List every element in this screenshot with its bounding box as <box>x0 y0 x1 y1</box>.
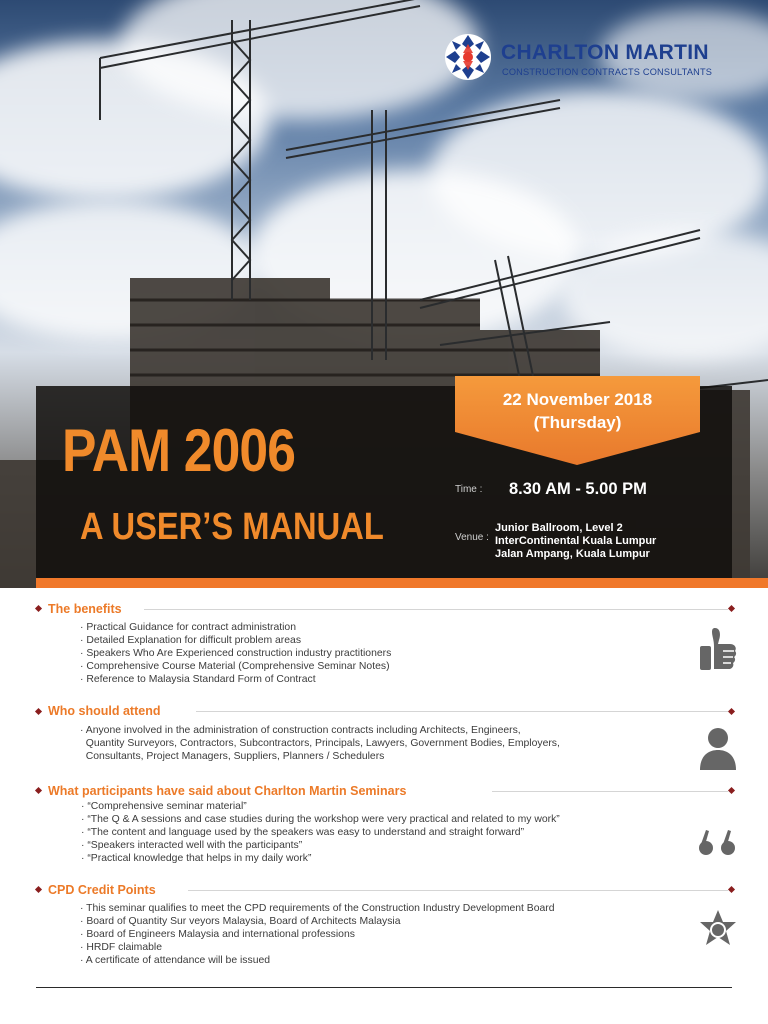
time-label: Time : <box>455 484 483 495</box>
cpd-item: · Board of Engineers Malaysia and international professions <box>80 929 355 940</box>
section-heading-benefits: The benefits <box>48 602 122 616</box>
attendee-item: Quantity Surveyors, Contractors, Subcontractors, Principals, Lawyers, Government Bodies, Employers, <box>80 738 560 749</box>
venue-line: Jalan Ampang, Kuala Lumpur <box>495 548 650 560</box>
section-heading-who-should-attend: Who should attend <box>48 704 161 718</box>
bottom-rule <box>36 987 732 988</box>
section-bullet-diamond <box>728 605 735 612</box>
benefit-item: · Speakers Who Are Experienced construction industry practitioners <box>80 648 392 659</box>
attendee-item: · Anyone involved in the administration of construction contracts including Architects, Engineers, <box>80 725 521 736</box>
section-rule <box>196 711 728 712</box>
section-bullet-diamond <box>35 708 42 715</box>
orange-divider-bar <box>36 578 768 588</box>
benefit-item: · Detailed Explanation for difficult problem areas <box>80 635 302 646</box>
date-badge <box>455 376 700 465</box>
event-title: PAM 2006 <box>62 417 296 484</box>
section-heading-cpd: CPD Credit Points <box>48 883 156 897</box>
logo-tagline: CONSTRUCTION CONTRACTS CONSULTANTS <box>502 67 713 77</box>
section-bullet-diamond <box>728 708 735 715</box>
testimonial-item: · “The Q & A sessions and case studies during the workshop were very practical and related to my work” <box>81 814 560 825</box>
cpd-item: · HRDF claimable <box>80 942 162 953</box>
venue-label: Venue : <box>455 532 489 543</box>
cpd-item: · This seminar qualifies to meet the CPD requirements of the Construction Industry Development Board <box>80 903 555 914</box>
testimonial-item: · “The content and language used by the speakers was easy to understand and straight forward” <box>81 827 525 838</box>
cpd-item: · Board of Quantity Sur veyors Malaysia, Board of Architects Malaysia <box>80 916 401 927</box>
person-icon <box>698 726 738 772</box>
thumbs-up-icon <box>696 626 740 678</box>
event-time: 8.30 AM - 5.00 PM <box>509 480 647 498</box>
cpd-item: · A certificate of attendance will be issued <box>80 955 271 966</box>
event-date: 22 November 2018 <box>502 390 653 409</box>
event-day: (Thursday) <box>533 413 622 432</box>
event-subtitle: A USER’S MANUAL <box>80 506 384 548</box>
benefit-item: · Comprehensive Course Material (Comprehensive Seminar Notes) <box>80 661 390 672</box>
benefit-item: · Practical Guidance for contract administration <box>80 622 296 633</box>
venue-line: Junior Ballroom, Level 2 <box>495 522 623 534</box>
section-heading-testimonials: What participants have said about Charlton Martin Seminars <box>48 784 407 798</box>
logo-mark-icon <box>443 32 493 82</box>
section-bullet-diamond <box>35 886 42 893</box>
star-badge-icon <box>698 909 738 949</box>
section-bullet-diamond <box>728 886 735 893</box>
section-rule <box>188 890 728 891</box>
section-bullet-diamond <box>35 605 42 612</box>
benefit-item: · Reference to Malaysia Standard Form of Contract <box>80 674 316 685</box>
attendee-item: Consultants, Project Managers, Suppliers, Planners / Schedulers <box>80 751 385 762</box>
quote-icon <box>698 828 738 856</box>
testimonial-item: · “Practical knowledge that helps in my daily work” <box>81 853 312 864</box>
section-bullet-diamond <box>728 787 735 794</box>
section-rule <box>144 609 728 610</box>
testimonial-item: · “Comprehensive seminar material” <box>81 801 247 812</box>
section-rule <box>492 791 728 792</box>
section-bullet-diamond <box>35 787 42 794</box>
charlton-martin-logo <box>443 32 713 80</box>
logo-name: CHARLTON MARTIN <box>501 41 709 64</box>
venue-line: InterContinental Kuala Lumpur <box>495 535 657 547</box>
testimonial-item: · “Speakers interacted well with the participants” <box>81 840 303 851</box>
